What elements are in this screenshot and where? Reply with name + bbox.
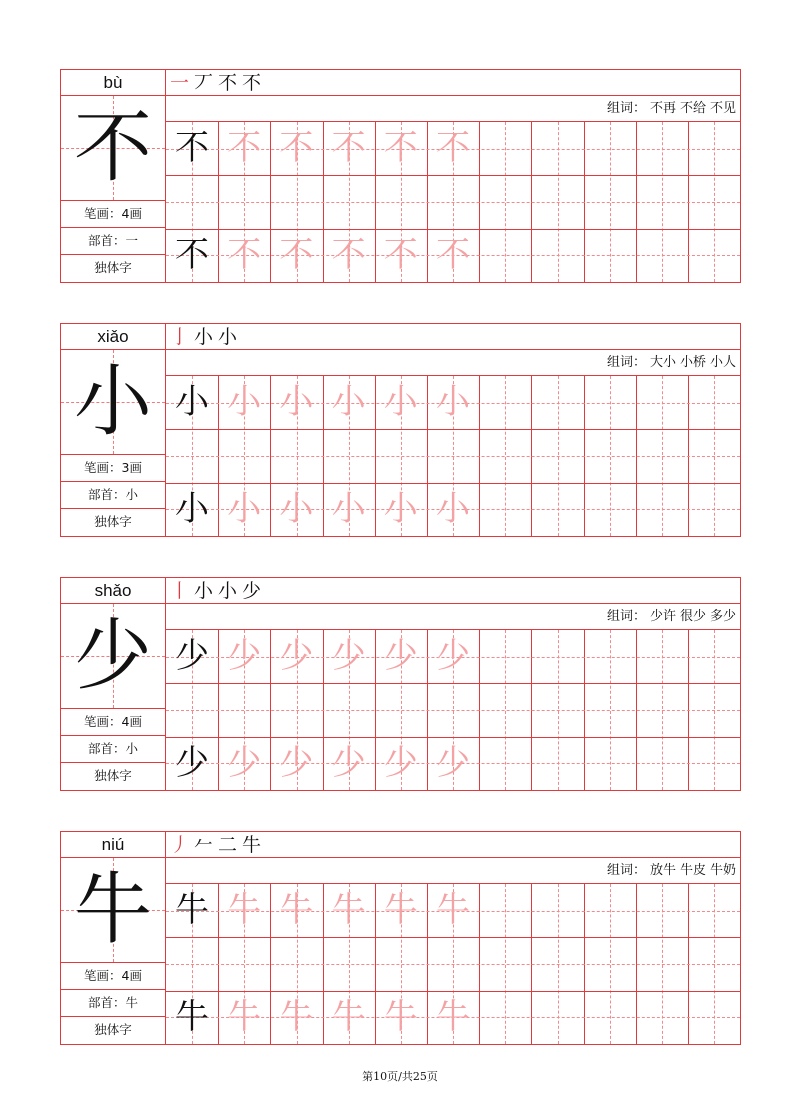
stroke-step <box>194 326 213 348</box>
words-label: 组词： <box>606 101 646 116</box>
info-row <box>61 455 165 482</box>
stroke-step <box>242 834 261 856</box>
trace-character: 牛 <box>383 996 418 1037</box>
trace-character: 牛 <box>331 996 366 1037</box>
grid-guide-line <box>166 710 740 711</box>
stroke-step <box>218 326 237 348</box>
info-row <box>61 763 165 790</box>
trace-character: 小 <box>227 488 262 529</box>
trace-character: 小 <box>331 382 366 422</box>
trace-character: 少 <box>383 742 418 783</box>
radical-label: 部首： <box>87 741 126 756</box>
stroke-glyph: 小 <box>194 580 214 602</box>
trace-character: 不 <box>331 128 366 168</box>
stroke-glyph: 小 <box>194 326 214 348</box>
stroke-glyph: 二 <box>218 834 238 856</box>
stroke-glyph: 丆 <box>194 72 214 94</box>
stroke-step <box>218 580 237 602</box>
stroke-glyph: 亅 <box>170 326 190 348</box>
big-character-box <box>61 96 165 201</box>
info-row <box>61 990 165 1017</box>
info-row <box>61 963 165 990</box>
grid-guide-line <box>166 456 740 457</box>
trace-character: 牛 <box>227 996 262 1037</box>
trace-character: 牛 <box>383 890 418 930</box>
character-card <box>60 577 741 791</box>
example-word: 不见 <box>709 101 736 116</box>
grid-line <box>166 937 740 938</box>
pinyin-label: shǎo <box>61 578 165 604</box>
trace-character: 不 <box>227 234 262 275</box>
word-examples-row <box>166 858 740 884</box>
info-row <box>61 509 165 536</box>
radical-label: 部首： <box>87 995 126 1010</box>
stroke-step <box>194 72 213 94</box>
stroke-glyph: 不 <box>242 72 262 94</box>
model-character: 少 <box>175 742 209 783</box>
radical-label: 部首： <box>87 487 126 502</box>
stroke-glyph: 牛 <box>242 834 262 856</box>
stroke-step <box>194 580 213 602</box>
trace-character: 不 <box>279 128 314 168</box>
pinyin-label: xiǎo <box>61 324 165 350</box>
trace-character: 小 <box>331 488 366 529</box>
practice-grid <box>166 122 740 282</box>
words-label: 组词： <box>606 355 646 370</box>
trace-character: 不 <box>383 128 418 168</box>
stroke-count-label: 笔画： <box>84 460 122 475</box>
big-character: 少 <box>73 611 152 701</box>
stroke-step <box>170 580 189 602</box>
big-character-box <box>61 604 165 709</box>
info-row <box>61 736 165 763</box>
stroke-step <box>242 72 261 94</box>
stroke-order-row <box>166 70 740 96</box>
pinyin-label: bù <box>61 70 165 96</box>
trace-character: 小 <box>279 488 314 529</box>
grid-line <box>166 175 740 176</box>
radical-value: 小 <box>125 487 139 502</box>
big-character-box <box>61 350 165 455</box>
trace-character: 少 <box>331 742 366 783</box>
stroke-step <box>218 72 237 94</box>
info-row <box>61 228 165 255</box>
trace-character: 少 <box>331 636 366 676</box>
trace-character: 小 <box>436 382 470 422</box>
model-character: 牛 <box>175 996 209 1037</box>
char-info-column <box>61 324 166 536</box>
stroke-step <box>170 72 189 94</box>
info-row <box>61 255 165 282</box>
practice-grid <box>166 630 740 790</box>
model-character: 不 <box>175 128 209 168</box>
grid-line <box>166 683 740 684</box>
char-info-column <box>61 70 166 282</box>
stroke-order-row <box>166 324 740 350</box>
big-character: 不 <box>73 103 152 193</box>
trace-character: 牛 <box>227 890 262 930</box>
trace-character: 少 <box>436 742 470 783</box>
stroke-count-value: 4画 <box>121 968 142 983</box>
example-word: 大小 <box>649 355 676 370</box>
trace-character: 小 <box>383 488 418 529</box>
stroke-glyph: 𠂉 <box>194 834 214 856</box>
stroke-step <box>170 834 189 856</box>
example-word: 小桥 <box>679 355 706 370</box>
char-info-column <box>61 832 166 1044</box>
example-word: 牛奶 <box>709 863 736 878</box>
stroke-glyph: 一 <box>170 72 190 94</box>
trace-character: 不 <box>436 234 470 275</box>
page-footer: 第10页/共25页 <box>362 1070 438 1083</box>
pinyin-label: niú <box>61 832 165 858</box>
radical-value: 牛 <box>125 995 139 1010</box>
word-examples-row <box>166 96 740 122</box>
stroke-glyph: 丿 <box>170 834 190 856</box>
trace-character: 牛 <box>331 890 366 930</box>
stroke-step <box>194 834 213 856</box>
stroke-order-row <box>166 832 740 858</box>
big-character: 小 <box>73 357 152 447</box>
stroke-step <box>242 580 261 602</box>
info-row <box>61 709 165 736</box>
radical-label: 部首： <box>87 233 126 248</box>
example-word: 小人 <box>709 355 736 370</box>
grid-line <box>166 429 740 430</box>
grid-guide-line <box>166 964 740 965</box>
trace-character: 牛 <box>279 996 314 1037</box>
example-word: 不再 <box>649 101 676 116</box>
trace-character: 牛 <box>436 890 470 930</box>
trace-character: 小 <box>436 488 470 529</box>
trace-character: 不 <box>227 128 262 168</box>
trace-character: 牛 <box>436 996 470 1037</box>
practice-grid <box>166 376 740 536</box>
big-character: 牛 <box>73 865 152 955</box>
structure-label: 独体字 <box>94 1022 132 1037</box>
word-examples-row <box>166 350 740 376</box>
practice-grid <box>166 884 740 1044</box>
trace-character: 小 <box>279 382 314 422</box>
trace-character: 不 <box>331 234 366 275</box>
radical-value: 一 <box>125 233 139 248</box>
stroke-count-label: 笔画： <box>84 714 122 729</box>
trace-character: 少 <box>383 636 418 676</box>
model-character: 不 <box>175 234 209 275</box>
model-character: 小 <box>175 382 209 422</box>
example-word: 很少 <box>679 609 706 624</box>
stroke-glyph: 少 <box>242 580 262 602</box>
structure-label: 独体字 <box>94 260 132 275</box>
stroke-count-value: 4画 <box>121 714 142 729</box>
info-row <box>61 1017 165 1044</box>
trace-character: 不 <box>436 128 470 168</box>
stroke-count-value: 3画 <box>121 460 142 475</box>
example-word: 多少 <box>709 609 736 624</box>
structure-label: 独体字 <box>94 768 132 783</box>
words-label: 组词： <box>606 609 646 624</box>
stroke-count-label: 笔画： <box>84 206 122 221</box>
grid-guide-line <box>166 202 740 203</box>
info-row <box>61 201 165 228</box>
stroke-count-value: 4画 <box>121 206 142 221</box>
model-character: 牛 <box>175 890 209 930</box>
big-character-box <box>61 858 165 963</box>
trace-character: 少 <box>279 636 314 676</box>
character-card <box>60 323 741 537</box>
model-character: 小 <box>175 488 209 529</box>
trace-character: 小 <box>383 382 418 422</box>
trace-character: 小 <box>227 382 262 422</box>
words-label: 组词： <box>606 863 646 878</box>
trace-character: 少 <box>279 742 314 783</box>
info-row <box>61 482 165 509</box>
trace-character: 少 <box>227 636 262 676</box>
stroke-glyph: 不 <box>218 72 238 94</box>
character-card <box>60 831 741 1045</box>
stroke-glyph: 小 <box>218 326 238 348</box>
example-word: 少许 <box>649 609 676 624</box>
stroke-order-row <box>166 578 740 604</box>
stroke-count-label: 笔画： <box>84 968 122 983</box>
character-card <box>60 69 741 283</box>
model-character: 少 <box>175 636 209 676</box>
structure-label: 独体字 <box>94 514 132 529</box>
trace-character: 牛 <box>279 890 314 930</box>
example-word: 不给 <box>679 101 706 116</box>
stroke-glyph: 小 <box>218 580 238 602</box>
example-word: 放牛 <box>649 863 676 878</box>
trace-character: 少 <box>227 742 262 783</box>
stroke-step <box>170 326 189 348</box>
char-info-column <box>61 578 166 790</box>
stroke-glyph: 丨 <box>170 580 190 602</box>
trace-character: 少 <box>436 636 470 676</box>
stroke-step <box>218 834 237 856</box>
example-word: 牛皮 <box>679 863 706 878</box>
word-examples-row <box>166 604 740 630</box>
trace-character: 不 <box>279 234 314 275</box>
trace-character: 不 <box>383 234 418 275</box>
radical-value: 小 <box>125 741 139 756</box>
